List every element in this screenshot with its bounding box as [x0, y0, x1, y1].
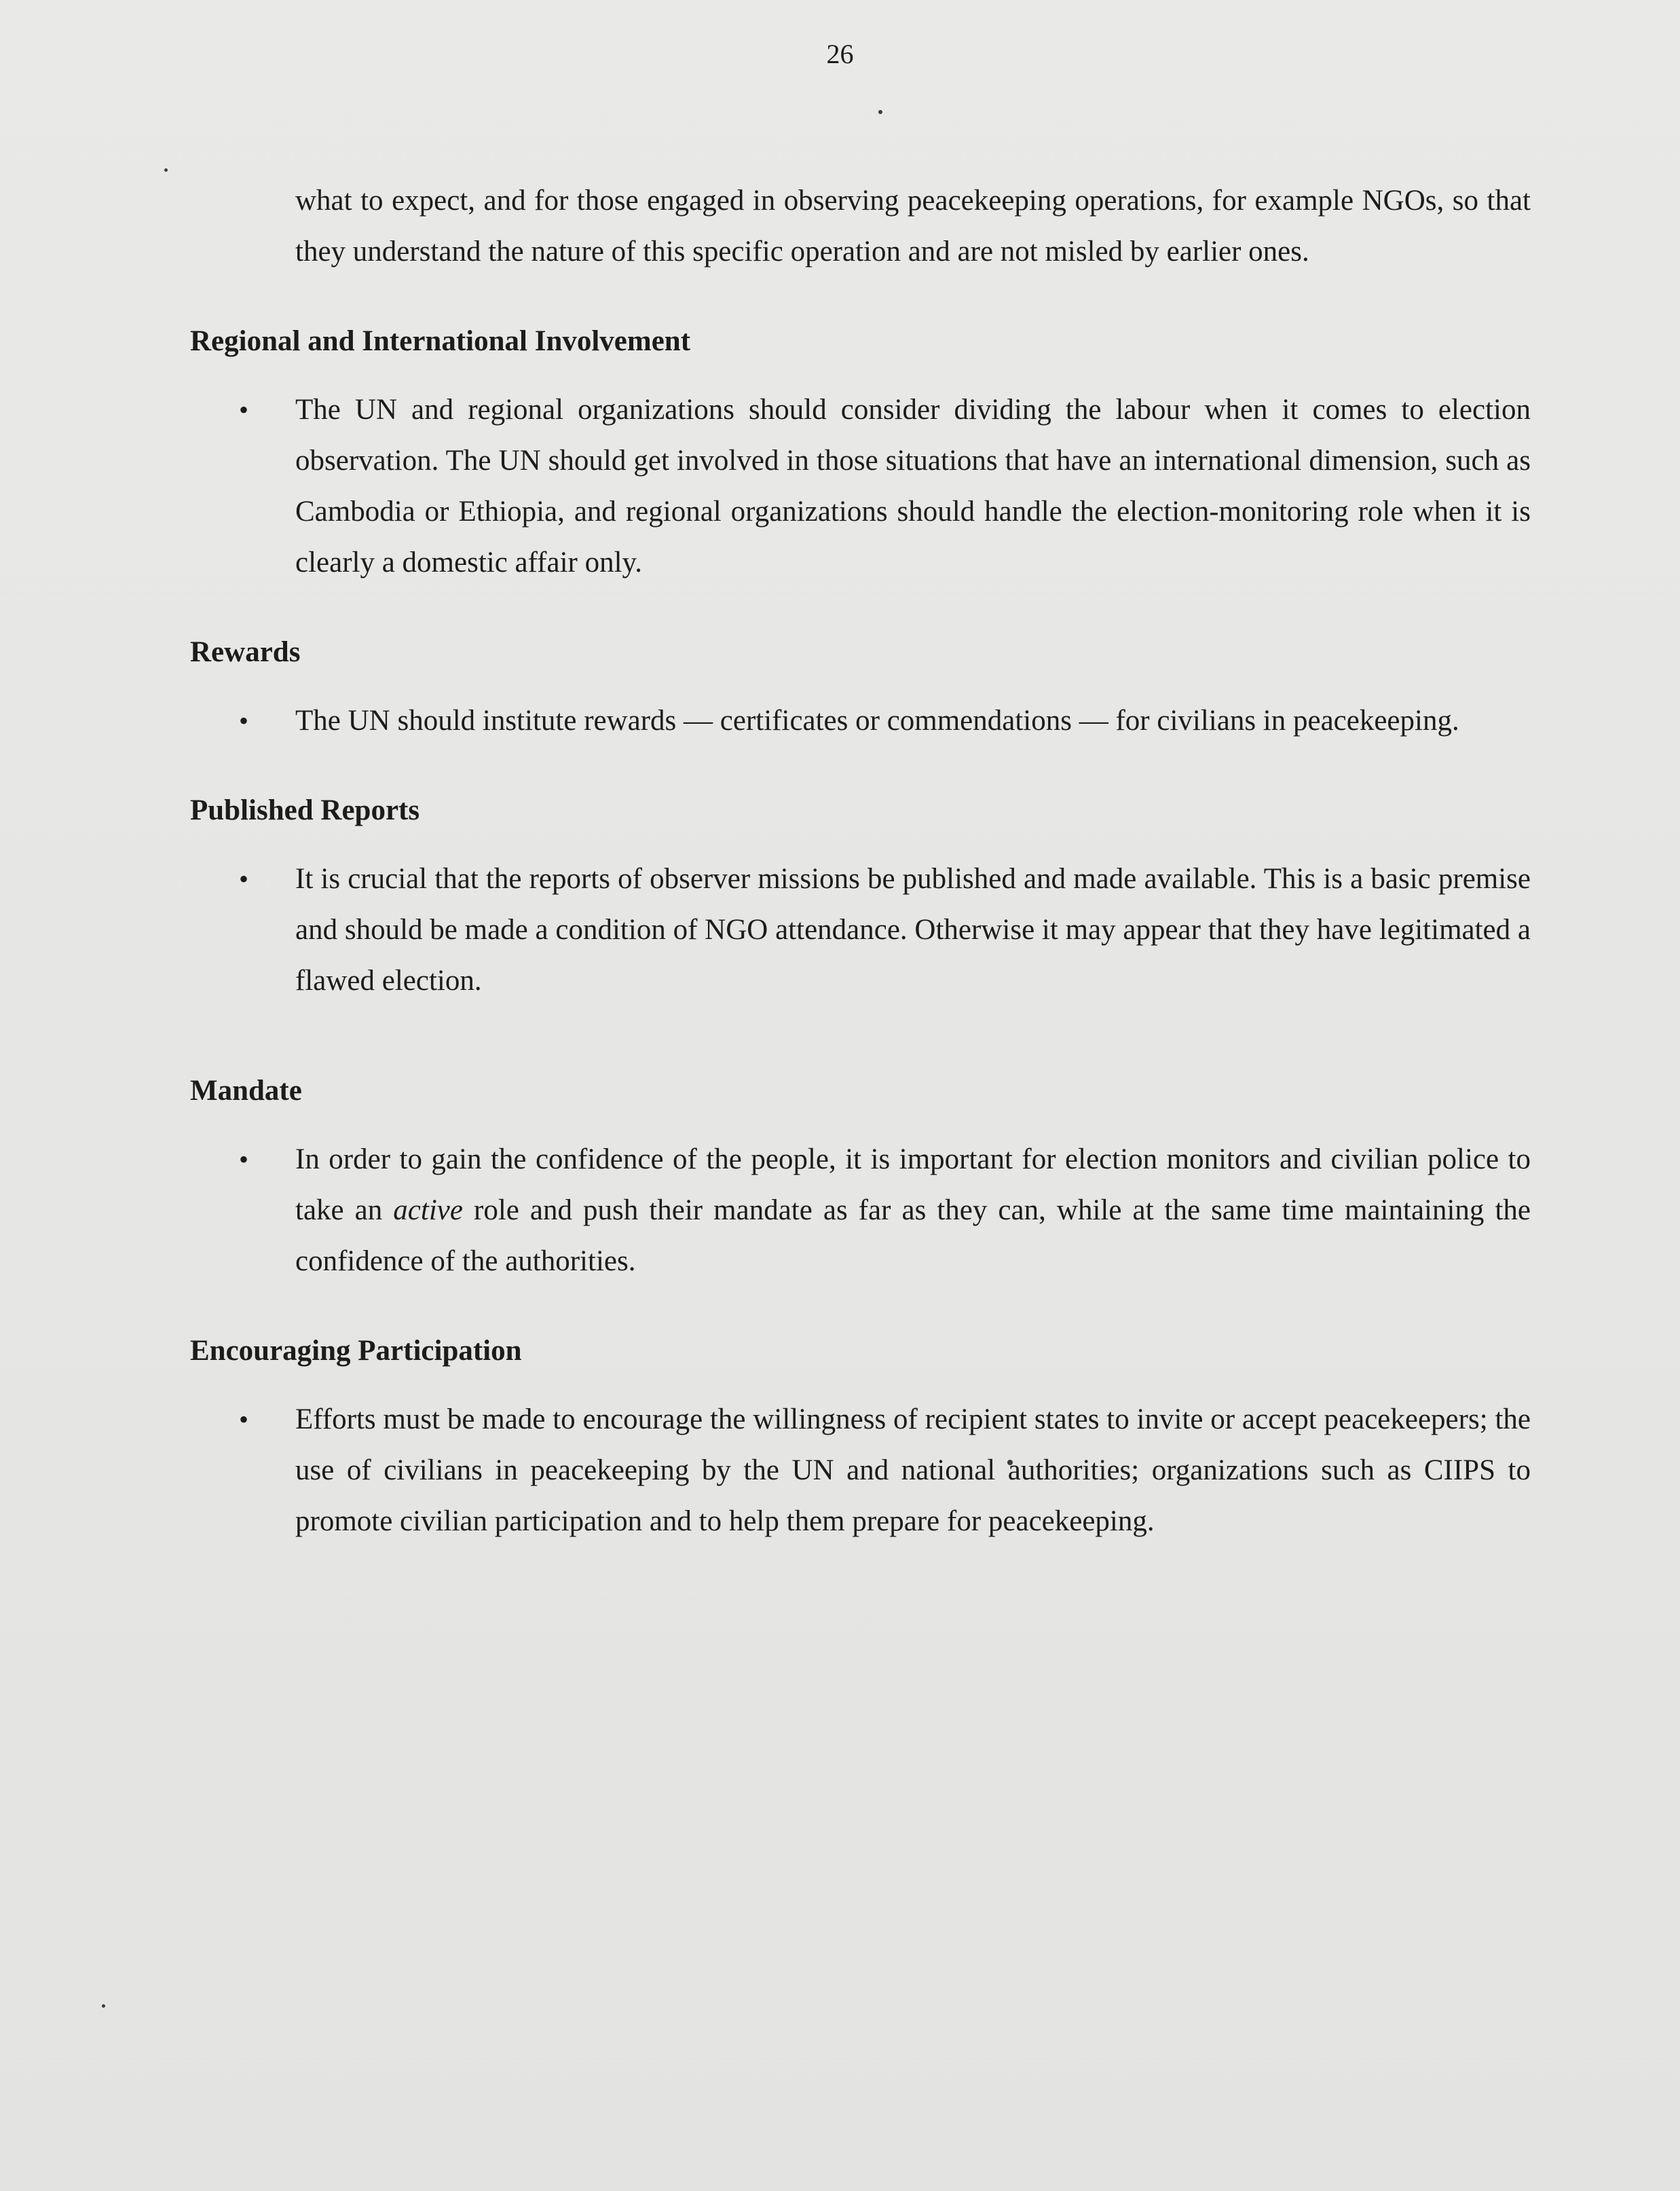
page-number: 26: [826, 39, 854, 69]
bullet-text: The UN should institute rewards — certificates or commendations — for civilians in peacekeeping.: [295, 705, 1459, 737]
section-heading: Regional and International Involvement: [190, 325, 691, 357]
bullet-icon: •: [239, 1144, 249, 1175]
bullet-item: [190, 695, 1531, 746]
bullet-item: [190, 1394, 1531, 1547]
section-published-reports: [190, 787, 1531, 1006]
section-encouraging-participation: [190, 1327, 1531, 1547]
section-rewards: [190, 629, 1531, 746]
bullet-text-part: In order to gain the confidence of the people, it is important for election monitors and civilian police to take an: [295, 1143, 1531, 1226]
scan-speck: [164, 168, 168, 172]
bullet-text-part: role and push their mandate as far as they can, while at the same time maintaining the confidence of the authorities.: [295, 1194, 1531, 1277]
scan-speck: [878, 110, 882, 114]
section-heading: Encouraging Participation: [190, 1335, 522, 1367]
bullet-text: The UN and regional organizations should consider dividing the labour when it comes to election observation. The UN should get involved in those situations that have an international dimension, such as Cambodia or Ethiopia, and regional organizations should handle the election-monitoring role when it is clearly a domestic affair only.: [295, 394, 1531, 578]
page-content: [190, 175, 1531, 1547]
section-heading: Published Reports: [190, 794, 420, 826]
bullet-icon: •: [239, 705, 249, 736]
bullet-text: Efforts must be made to encourage the willingness of recipient states to invite or accept peacekeepers; the use of civilians in peacekeeping by the UN and national authorities; organizations such as CIIPS to promote civilian participation and to help them prepare for peacekeeping.: [295, 1403, 1531, 1537]
bullet-item: [190, 1134, 1531, 1287]
scan-speck: [102, 2004, 105, 2008]
section-heading: Mandate: [190, 1075, 302, 1107]
bullet-item: [190, 853, 1531, 1006]
section-mandate: [190, 1067, 1531, 1287]
bullet-icon: •: [239, 1404, 249, 1435]
bullet-item: [190, 384, 1531, 588]
section-heading: Rewards: [190, 636, 301, 668]
bullet-text: It is crucial that the reports of observer missions be published and made available. This is a basic premise and should be made a condition of NGO attendance. Otherwise it may appear that they have legitimated a flawed election.: [295, 863, 1531, 997]
section-regional-involvement: [190, 318, 1531, 588]
bullet-text-emphasis: active: [393, 1194, 463, 1226]
bullet-icon: •: [239, 864, 249, 894]
intro-paragraph: what to expect, and for those engaged in observing peacekeeping operations, for example NGOs, so that they understand the nature of this specific operation and are not misled by earlier ones.: [295, 185, 1531, 268]
bullet-icon: •: [239, 394, 249, 425]
